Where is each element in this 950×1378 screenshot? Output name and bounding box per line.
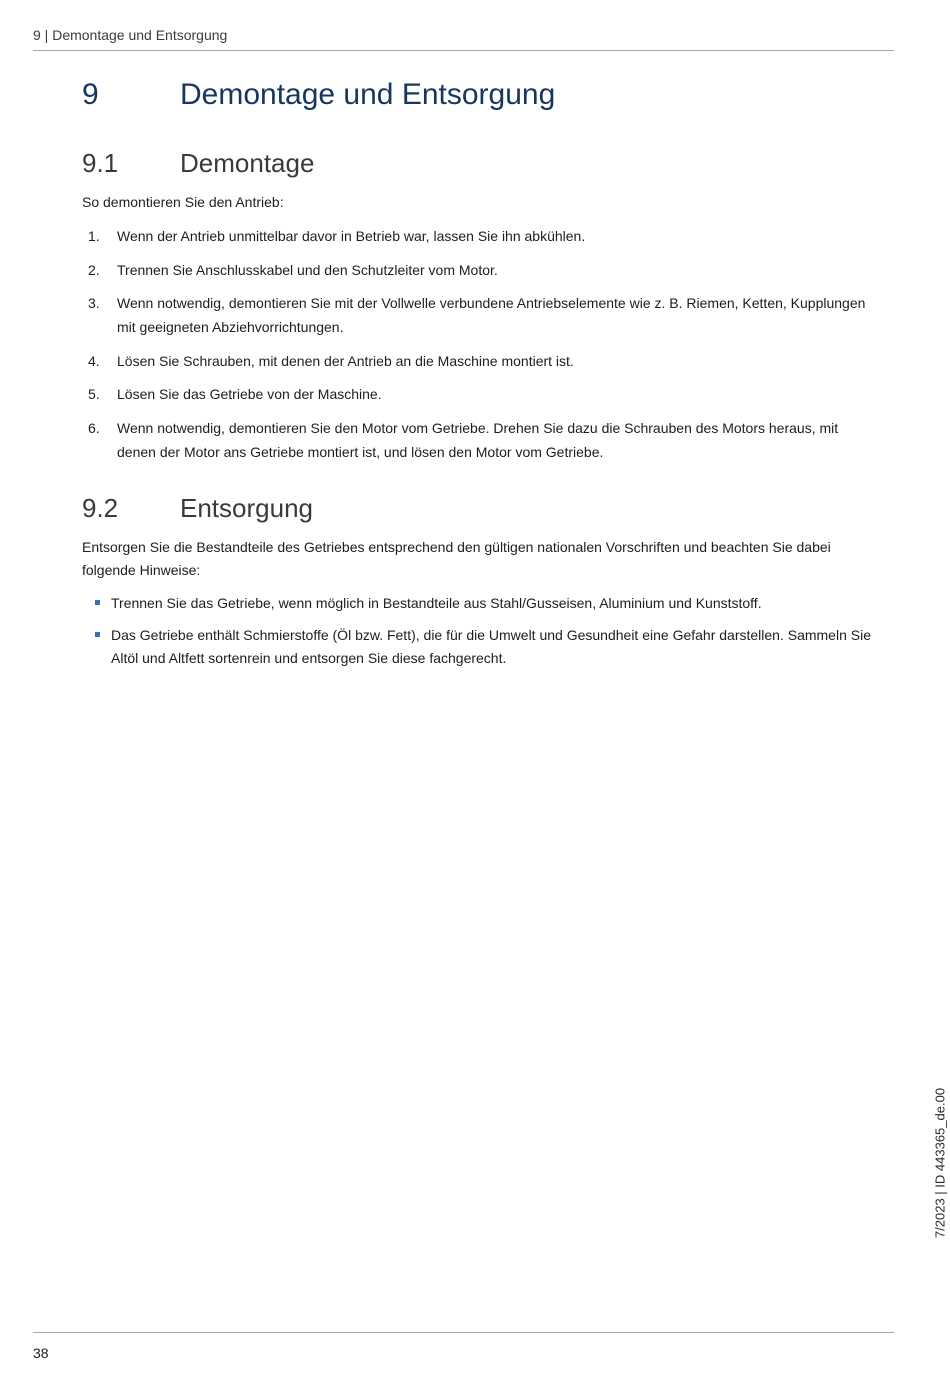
- list-item: [82, 592, 872, 615]
- section-title: Demontage: [180, 148, 315, 178]
- section-number: 9.1: [82, 148, 119, 178]
- step-text: Wenn notwendig, demontieren Sie mit der Vollwelle verbundene Antriebselemente wie z. B. Riemen, Ketten, Kupplungen mit geeigneten Abziehvorrichtungen.: [117, 295, 866, 335]
- list-item: [82, 416, 872, 464]
- entsorgung-bullet-list: [82, 592, 872, 679]
- section-heading-demontage: [82, 148, 314, 179]
- step-text: Wenn notwendig, demontieren Sie den Motor vom Getriebe. Drehen Sie dazu die Schrauben des Motors heraus, mit denen der Motor ans Getriebe montiert ist, und lösen den Motor vom Getriebe.: [117, 419, 839, 460]
- step-number: 5.: [88, 386, 100, 402]
- step-number: 1.: [88, 228, 100, 244]
- section-title: Entsorgung: [180, 493, 313, 523]
- chapter-title: Demontage und Entsorgung: [180, 78, 556, 111]
- document-id: 7/2023 | ID 443365_de.00: [932, 1087, 948, 1239]
- step-number: 2.: [88, 261, 100, 278]
- footer-divider: [33, 1332, 894, 1333]
- bullet-text: Trennen Sie das Getriebe, wenn möglich in Bestandteile aus Stahl/Gusseisen, Aluminium und Kunststoff.: [111, 595, 762, 611]
- step-number: 4.: [88, 352, 100, 369]
- bullet-text: Das Getriebe enthält Schmierstoffe (Öl bzw. Fett), die für die Umwelt und Gesundheit eine Gefahr darstellen. Sammeln Sie Altöl und Altfett sortenrein und entsorgen Sie diese fachgerecht.: [111, 627, 871, 666]
- list-item: [82, 258, 872, 282]
- list-item: [82, 224, 872, 248]
- entsorgung-intro: Entsorgen Sie die Bestandteile des Getriebes entsprechend den gültigen nationalen Vorschriften und beachten Sie dabei folgende Hinweise:: [82, 539, 831, 578]
- step-text: Lösen Sie Schrauben, mit denen der Antrieb an die Maschine montiert ist.: [117, 352, 574, 369]
- square-bullet-icon: [95, 632, 100, 637]
- header-divider: [33, 50, 894, 51]
- running-header: 9 | Demontage und Entsorgung: [33, 27, 228, 43]
- list-item: [82, 349, 872, 373]
- list-item: [82, 291, 872, 339]
- chapter-number: 9: [82, 78, 99, 111]
- section-number: 9.2: [82, 493, 119, 523]
- demontage-intro: So demontieren Sie den Antrieb:: [82, 194, 284, 210]
- demontage-steps-list: [82, 224, 872, 473]
- list-item: [82, 382, 872, 406]
- step-text: Wenn der Antrieb unmittelbar davor in Betrieb war, lassen Sie ihn abkühlen.: [117, 228, 586, 244]
- chapter-heading: [82, 78, 555, 112]
- list-item: [82, 624, 872, 670]
- square-bullet-icon: [95, 600, 100, 605]
- page-number: 38: [33, 1345, 49, 1361]
- step-text: Trennen Sie Anschlusskabel und den Schutzleiter vom Motor.: [117, 261, 498, 278]
- step-text: Lösen Sie das Getriebe von der Maschine.: [117, 386, 382, 402]
- step-number: 3.: [88, 295, 100, 311]
- step-number: 6.: [88, 419, 100, 436]
- section-heading-entsorgung: [82, 493, 313, 524]
